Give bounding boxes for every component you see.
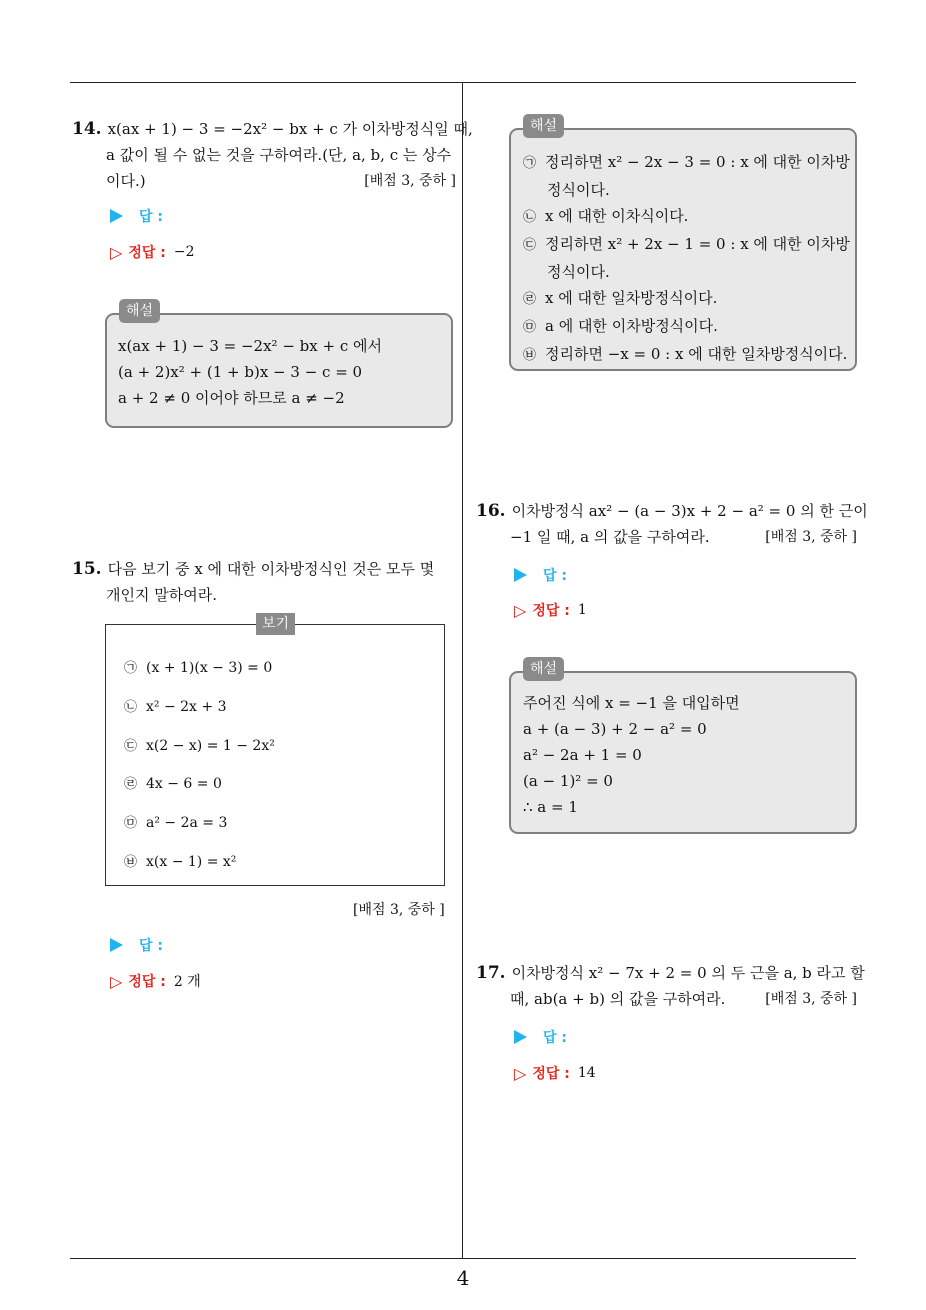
problem-17 (476, 960, 865, 1012)
explanation-line (523, 203, 855, 231)
problem-number: 16. (476, 501, 506, 521)
item-marker: ㉠ (124, 661, 138, 676)
play-triangle-icon (110, 209, 123, 223)
explanation-box-15 (509, 118, 857, 371)
explanation-box-16 (509, 661, 857, 834)
answer-label: 답 : (543, 1030, 567, 1046)
header-rule (70, 82, 856, 83)
outline-triangle-icon: ▷ (110, 242, 123, 262)
item-marker: ㉢ (523, 238, 537, 253)
answer-line-14 (110, 206, 163, 226)
correct-label: 정답 : (532, 1066, 570, 1082)
explanation-line: 정식이다. (547, 181, 610, 199)
problem-text-line: 개인지 말하여라. (106, 586, 217, 604)
play-triangle-icon (514, 1030, 527, 1044)
score-label: [배점 3, 중하 ] (765, 529, 857, 545)
problem-text-line: x(ax + 1) − 3 = −2x² − bx + c 가 이차방정식일 때, (107, 120, 473, 138)
item-text: a² − 2a = 3 (146, 815, 228, 831)
item-text: (x + 1)(x − 3) = 0 (146, 660, 273, 676)
correct-label: 정답 : (532, 603, 570, 619)
bogi-item (124, 851, 236, 870)
explanation-line: (a + 2)x² + (1 + b)x − 3 − c = 0 (118, 363, 363, 381)
answer-label: 답 : (139, 938, 163, 954)
explanation-text: 정리하면 x² − 2x − 3 = 0 : x 에 대한 이차방 (545, 153, 850, 171)
problem-number: 17. (476, 963, 506, 983)
problem-text-line: 다음 보기 중 x 에 대한 이차방정식인 것은 모두 몇 (107, 560, 435, 578)
correct-line-14 (110, 242, 194, 262)
column-divider (462, 82, 463, 1258)
answer-line-17 (514, 1027, 567, 1047)
explanation-line (523, 285, 855, 313)
explanation-line: a² − 2a + 1 = 0 (523, 746, 642, 764)
correct-line-15 (110, 971, 201, 991)
explanation-line: 정식이다. (547, 263, 610, 281)
problem-text-line: 이차방정식 x² − 7x + 2 = 0 의 두 근을 a, b 라고 할 (511, 964, 865, 982)
footer-rule (70, 1258, 856, 1259)
item-marker: ㉡ (523, 210, 537, 225)
explanation-tab: 해설 (523, 114, 564, 138)
problem-number: 14. (72, 119, 102, 139)
page-number: 4 (456, 1266, 470, 1290)
outline-triangle-icon: ▷ (110, 971, 123, 991)
correct-line-16 (514, 600, 587, 620)
explanation-line (523, 313, 855, 341)
bogi-tab: 보기 (256, 613, 295, 635)
explanation-line: a + 2 ≠ 0 이어야 하므로 a ≠ −2 (118, 389, 345, 407)
play-triangle-icon (110, 938, 123, 952)
item-marker: ㉤ (523, 320, 537, 335)
problem-14 (72, 116, 473, 194)
explanation-line: x(ax + 1) − 3 = −2x² − bx + c 에서 (118, 337, 382, 355)
correct-label: 정답 : (128, 974, 166, 990)
bogi-item (124, 696, 226, 715)
item-marker: ㉥ (523, 348, 537, 363)
bogi-item (124, 812, 227, 831)
item-marker: ㉡ (124, 700, 138, 715)
item-marker: ㉥ (124, 855, 138, 870)
explanation-text: 정리하면 −x = 0 : x 에 대한 일차방정식이다. (545, 345, 848, 363)
score-label: [배점 3, 중하 ] (364, 173, 456, 189)
problem-text-line: a 값이 될 수 없는 것을 구하여라.(단, a, b, c 는 상수 (106, 146, 452, 164)
answer-line-16 (514, 565, 567, 585)
problem-text-line: 이다.) (106, 172, 146, 190)
item-marker: ㉣ (124, 777, 138, 792)
explanation-text: x 에 대한 이차식이다. (545, 207, 689, 225)
problem-16 (476, 498, 868, 550)
explanation-tab: 해설 (523, 657, 564, 681)
explanation-line: a + (a − 3) + 2 − a² = 0 (523, 720, 707, 738)
problem-number: 15. (72, 559, 102, 579)
explanation-box-14 (105, 303, 453, 428)
item-text: x(x − 1) = x² (146, 854, 237, 870)
outline-triangle-icon: ▷ (514, 1063, 527, 1083)
item-marker: ㉠ (523, 156, 537, 171)
explanation-line: (a − 1)² = 0 (523, 772, 613, 790)
bogi-item (124, 735, 275, 754)
outline-triangle-icon: ▷ (514, 600, 527, 620)
problem-text-line: −1 일 때, a 의 값을 구하여라. (510, 528, 710, 546)
correct-value: 1 (577, 602, 587, 618)
score-label: [배점 3, 중하 ] (765, 991, 857, 1007)
item-text: 4x − 6 = 0 (146, 776, 222, 792)
explanation-line (523, 231, 855, 259)
bogi-item (124, 657, 272, 676)
explanation-line: ∴ a = 1 (523, 798, 578, 816)
bogi-item (124, 773, 222, 792)
explanation-line (523, 149, 855, 177)
problem-text-line: 이차방정식 ax² − (a − 3)x + 2 − a² = 0 의 한 근이 (511, 502, 868, 520)
explanation-tab: 해설 (119, 299, 160, 323)
answer-line-15 (110, 935, 163, 955)
score-label: [배점 3, 중하 ] (353, 902, 445, 918)
play-triangle-icon (514, 568, 527, 582)
item-marker: ㉢ (124, 739, 138, 754)
explanation-text: x 에 대한 일차방정식이다. (545, 289, 718, 307)
explanation-line: 주어진 식에 x = −1 을 대입하면 (523, 694, 740, 712)
correct-value: 14 (577, 1065, 596, 1081)
item-text: x(2 − x) = 1 − 2x² (146, 738, 275, 754)
answer-label: 답 : (139, 209, 163, 225)
correct-label: 정답 : (128, 245, 166, 261)
problem-text-line: 때, ab(a + b) 의 값을 구하여라. (510, 990, 726, 1008)
explanation-text: a 에 대한 이차방정식이다. (545, 317, 718, 335)
explanation-line (523, 341, 855, 369)
correct-value: −2 (173, 244, 195, 260)
correct-value: 2 개 (173, 974, 201, 990)
problem-15 (72, 556, 456, 608)
answer-label: 답 : (543, 568, 567, 584)
item-marker: ㉣ (523, 292, 537, 307)
explanation-text: 정리하면 x² + 2x − 1 = 0 : x 에 대한 이차방 (545, 235, 850, 253)
item-text: x² − 2x + 3 (146, 699, 227, 715)
correct-line-17 (514, 1063, 596, 1083)
bogi-box (105, 616, 445, 886)
item-marker: ㉤ (124, 816, 138, 831)
